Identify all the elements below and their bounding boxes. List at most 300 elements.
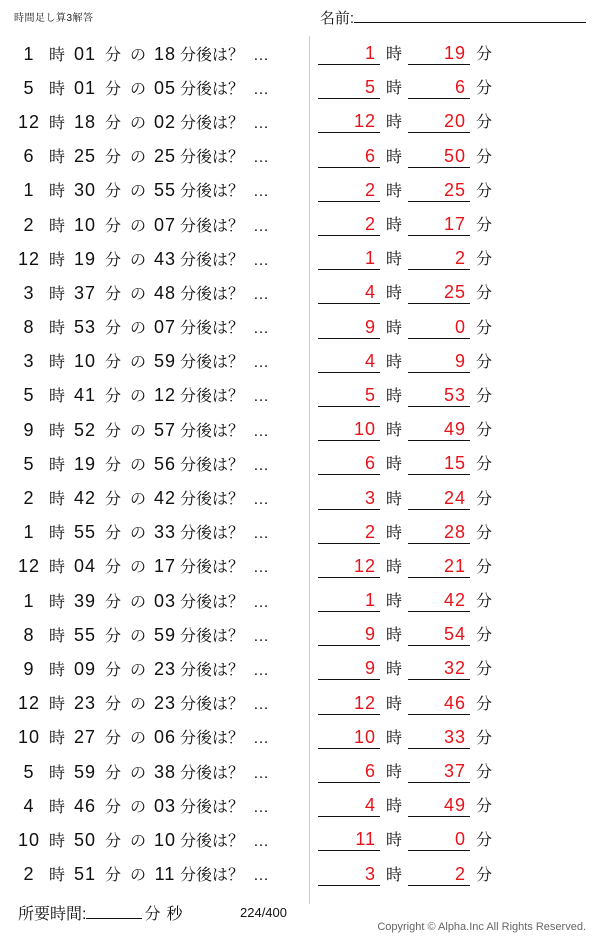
hour-unit-label: 時 [48, 422, 65, 440]
after-label: 分後は？ [180, 285, 245, 303]
after-label: 分後は？ [180, 627, 245, 645]
answer-hour[interactable]: 5 [318, 383, 380, 407]
answer-minute[interactable]: 17 [408, 212, 470, 236]
answer-hour-unit-label: 時 [385, 627, 402, 645]
answer-hour[interactable]: 6 [318, 759, 380, 783]
answer-minute-unit-label: 分 [475, 558, 492, 576]
dots-label: … [253, 149, 270, 167]
problem-row [0, 754, 600, 788]
hour-unit-label: 時 [48, 80, 65, 98]
problem-row [0, 378, 600, 412]
minute-unit-label: 分 [104, 114, 121, 132]
answer-minute[interactable]: 37 [408, 759, 470, 783]
minute-unit-label: 分 [104, 832, 121, 850]
minute-unit-label: 分 [104, 183, 121, 201]
answer-hour[interactable]: 4 [318, 793, 380, 817]
dots-label: … [253, 251, 270, 269]
after-label: 分後は？ [180, 832, 245, 850]
question-added-minutes: 42 [153, 488, 177, 509]
problem-question [14, 691, 314, 714]
answer-hour-unit-label: 時 [385, 558, 402, 576]
answer-hour[interactable]: 5 [318, 75, 380, 99]
after-label: 分後は？ [180, 183, 245, 201]
question-added-minutes: 33 [153, 522, 177, 543]
hour-unit-label: 時 [48, 559, 65, 577]
question-minute: 42 [73, 488, 97, 509]
dots-label: … [253, 627, 270, 645]
question-minute: 59 [73, 761, 97, 782]
answer-group [318, 144, 498, 168]
question-hour: 9 [23, 658, 35, 679]
after-label: 分後は？ [180, 320, 245, 338]
answer-hour-unit-label: 時 [385, 866, 402, 884]
answer-minute-unit-label: 分 [475, 46, 492, 64]
answer-minute[interactable]: 15 [408, 451, 470, 475]
minute-unit-label: 分 [104, 422, 121, 440]
problem-row [0, 822, 600, 856]
answer-hour-unit-label: 時 [385, 798, 402, 816]
no-particle-label: の [129, 627, 146, 645]
answer-hour[interactable]: 9 [318, 622, 380, 646]
answer-group [318, 41, 498, 65]
answer-group [318, 520, 498, 544]
copyright-notice: Copyright © Alpha.Inc All Rights Reserved. [377, 921, 586, 933]
dots-label: … [253, 285, 270, 303]
after-label: 分後は？ [180, 149, 245, 167]
answer-group [318, 383, 498, 407]
dots-label: … [253, 559, 270, 577]
answer-minute[interactable]: 25 [408, 280, 470, 304]
minute-unit-label: 分 [104, 354, 121, 372]
no-particle-label: の [129, 388, 146, 406]
question-hour: 1 [23, 43, 35, 64]
answer-group [318, 554, 498, 578]
problem-row [0, 70, 600, 104]
answer-hour[interactable]: 1 [318, 41, 380, 65]
question-hour: 2 [23, 214, 35, 235]
answer-minute[interactable]: 46 [408, 691, 470, 715]
answer-minute-unit-label: 分 [475, 832, 492, 850]
minute-unit-label: 分 [104, 627, 121, 645]
hour-unit-label: 時 [48, 183, 65, 201]
hour-unit-label: 時 [48, 388, 65, 406]
problem-question [14, 281, 314, 304]
problem-question [14, 794, 314, 817]
dots-label: … [253, 525, 270, 543]
problem-question [14, 349, 314, 372]
answer-hour-unit-label: 時 [385, 422, 402, 440]
answer-minute[interactable]: 53 [408, 383, 470, 407]
question-added-minutes: 10 [153, 829, 177, 850]
no-particle-label: の [129, 730, 146, 748]
question-added-minutes: 02 [153, 111, 177, 132]
after-label: 分後は？ [180, 559, 245, 577]
question-added-minutes: 23 [153, 693, 177, 714]
answer-group [318, 246, 498, 270]
no-particle-label: の [129, 491, 146, 509]
answer-hour-unit-label: 時 [385, 114, 402, 132]
answer-group [318, 622, 498, 646]
minute-unit-label: 分 [104, 320, 121, 338]
minute-unit-label: 分 [104, 217, 121, 235]
answer-minute-unit-label: 分 [475, 729, 492, 747]
hour-unit-label: 時 [48, 798, 65, 816]
answer-minute-unit-label: 分 [475, 456, 492, 474]
after-label: 分後は？ [180, 764, 245, 782]
question-minute: 27 [73, 727, 97, 748]
problem-row [0, 173, 600, 207]
problem-question [14, 178, 314, 201]
problem-question [14, 315, 314, 338]
problem-question [14, 418, 314, 441]
dots-label: … [253, 320, 270, 338]
answer-hour[interactable]: 3 [318, 486, 380, 510]
answer-hour-unit-label: 時 [385, 285, 402, 303]
answer-minute[interactable]: 24 [408, 486, 470, 510]
after-label: 分後は？ [180, 422, 245, 440]
answer-hour[interactable]: 12 [318, 109, 380, 133]
problem-row [0, 104, 600, 138]
minute-unit-label: 分 [104, 525, 121, 543]
answer-hour[interactable]: 1 [318, 246, 380, 270]
answer-hour[interactable]: 4 [318, 349, 380, 373]
answer-minute[interactable]: 20 [408, 109, 470, 133]
answer-hour[interactable]: 6 [318, 144, 380, 168]
minute-unit-label: 分 [104, 730, 121, 748]
name-label: 名前: [319, 10, 354, 27]
minute-unit-label: 分 [104, 867, 121, 885]
hour-unit-label: 時 [48, 491, 65, 509]
answer-minute-unit-label: 分 [475, 387, 492, 405]
no-particle-label: の [129, 798, 146, 816]
no-particle-label: の [129, 80, 146, 98]
answer-hour[interactable]: 12 [318, 554, 380, 578]
answer-hour-unit-label: 時 [385, 319, 402, 337]
problem-question [14, 520, 314, 543]
question-minute: 18 [73, 111, 97, 132]
problem-question [14, 144, 314, 167]
problem-question [14, 862, 314, 885]
answer-group [318, 486, 498, 510]
problem-row [0, 583, 600, 617]
question-minute: 46 [73, 795, 97, 816]
problem-row [0, 480, 600, 514]
problem-question [14, 623, 314, 646]
question-hour: 5 [23, 385, 35, 406]
answer-minute[interactable]: 33 [408, 725, 470, 749]
answer-hour-unit-label: 時 [385, 353, 402, 371]
after-label: 分後は？ [180, 456, 245, 474]
question-minute: 30 [73, 180, 97, 201]
answer-group [318, 315, 498, 339]
hour-unit-label: 時 [48, 354, 65, 372]
no-particle-label: の [129, 593, 146, 611]
dots-label: … [253, 491, 270, 509]
answer-hour-unit-label: 時 [385, 524, 402, 542]
after-label: 分後は？ [180, 867, 245, 885]
answer-group [318, 827, 498, 851]
page-footer [0, 893, 600, 949]
question-minute: 51 [73, 864, 97, 885]
answer-minute[interactable]: 6 [408, 75, 470, 99]
problem-row [0, 207, 600, 241]
question-hour: 5 [23, 77, 35, 98]
hour-unit-label: 時 [48, 114, 65, 132]
question-hour: 3 [23, 351, 35, 372]
question-minute: 55 [73, 624, 97, 645]
answer-minute[interactable]: 21 [408, 554, 470, 578]
dots-label: … [253, 867, 270, 885]
minutes-input-line[interactable] [86, 901, 142, 919]
question-added-minutes: 18 [153, 43, 177, 64]
dots-label: … [253, 80, 270, 98]
dots-label: … [253, 388, 270, 406]
minute-unit-label: 分 [104, 696, 121, 714]
no-particle-label: の [129, 354, 146, 372]
no-particle-label: の [129, 422, 146, 440]
hour-unit-label: 時 [48, 251, 65, 269]
hour-unit-label: 時 [48, 593, 65, 611]
question-minute: 50 [73, 829, 97, 850]
dots-label: … [253, 114, 270, 132]
minute-unit-label: 分 [104, 46, 121, 64]
hour-unit-label: 時 [48, 217, 65, 235]
answer-minute[interactable]: 2 [408, 862, 470, 886]
no-particle-label: の [129, 149, 146, 167]
answer-group [318, 451, 498, 475]
answer-minute[interactable]: 50 [408, 144, 470, 168]
dots-label: … [253, 764, 270, 782]
minute-unit-label: 分 [104, 251, 121, 269]
answer-hour-unit-label: 時 [385, 661, 402, 679]
question-hour: 3 [23, 282, 35, 303]
answer-group [318, 691, 498, 715]
answer-minute-unit-label: 分 [475, 661, 492, 679]
problem-question [14, 589, 314, 612]
problem-question [14, 110, 314, 133]
problem-question [14, 725, 314, 748]
question-added-minutes: 07 [153, 317, 177, 338]
minute-unit-label: 分 [104, 559, 121, 577]
question-added-minutes: 17 [153, 556, 177, 577]
question-hour: 9 [23, 419, 35, 440]
answer-hour[interactable]: 9 [318, 656, 380, 680]
problem-question [14, 383, 314, 406]
answer-group [318, 417, 498, 441]
no-particle-label: の [129, 867, 146, 885]
answer-hour[interactable]: 9 [318, 315, 380, 339]
answer-group [318, 588, 498, 612]
problem-question [14, 760, 314, 783]
answer-hour-unit-label: 時 [385, 490, 402, 508]
question-added-minutes: 59 [153, 351, 177, 372]
answer-hour-unit-label: 時 [385, 456, 402, 474]
answer-group [318, 862, 498, 886]
answer-minute[interactable]: 0 [408, 315, 470, 339]
hour-unit-label: 時 [48, 661, 65, 679]
question-added-minutes: 59 [153, 624, 177, 645]
question-minute: 19 [73, 248, 97, 269]
minute-unit-label: 分 [104, 388, 121, 406]
page-count: 224/400 [240, 905, 287, 920]
after-label: 分後は？ [180, 388, 245, 406]
answer-minute[interactable]: 28 [408, 520, 470, 544]
question-hour: 12 [17, 556, 41, 577]
answer-hour[interactable]: 2 [318, 178, 380, 202]
question-hour: 1 [23, 590, 35, 611]
problem-question [14, 42, 314, 65]
problem-row [0, 344, 600, 378]
question-minute: 01 [73, 77, 97, 98]
after-label: 分後は？ [180, 251, 245, 269]
question-hour: 12 [17, 693, 41, 714]
hour-unit-label: 時 [48, 867, 65, 885]
answer-minute-unit-label: 分 [475, 285, 492, 303]
problem-question [14, 213, 314, 236]
answer-minute-unit-label: 分 [475, 490, 492, 508]
answer-group [318, 212, 498, 236]
question-minute: 41 [73, 385, 97, 406]
answer-minute[interactable]: 25 [408, 178, 470, 202]
minutes-unit-label: 分 [144, 906, 161, 923]
question-minute: 23 [73, 693, 97, 714]
answer-hour[interactable]: 6 [318, 451, 380, 475]
answer-hour-unit-label: 時 [385, 80, 402, 98]
answer-minute-unit-label: 分 [475, 148, 492, 166]
answer-hour[interactable]: 10 [318, 725, 380, 749]
answer-hour-unit-label: 時 [385, 729, 402, 747]
minute-unit-label: 分 [104, 456, 121, 474]
answer-hour[interactable]: 11 [318, 827, 380, 851]
answer-minute[interactable]: 54 [408, 622, 470, 646]
question-minute: 25 [73, 146, 97, 167]
question-hour: 8 [23, 317, 35, 338]
hour-unit-label: 時 [48, 696, 65, 714]
question-minute: 52 [73, 419, 97, 440]
answer-minute-unit-label: 分 [475, 182, 492, 200]
answer-hour[interactable]: 2 [318, 520, 380, 544]
answer-minute-unit-label: 分 [475, 353, 492, 371]
hour-unit-label: 時 [48, 456, 65, 474]
answer-minute-unit-label: 分 [475, 524, 492, 542]
minute-unit-label: 分 [104, 798, 121, 816]
answer-minute[interactable]: 49 [408, 417, 470, 441]
answer-hour-unit-label: 時 [385, 695, 402, 713]
question-minute: 10 [73, 351, 97, 372]
dots-label: … [253, 661, 270, 679]
dots-label: … [253, 730, 270, 748]
question-added-minutes: 05 [153, 77, 177, 98]
dots-label: … [253, 593, 270, 611]
problem-row [0, 310, 600, 344]
problem-row [0, 36, 600, 70]
minute-unit-label: 分 [104, 491, 121, 509]
problem-row [0, 275, 600, 309]
question-minute: 39 [73, 590, 97, 611]
minute-unit-label: 分 [104, 764, 121, 782]
answer-minute[interactable]: 19 [408, 41, 470, 65]
time-required-field [18, 901, 186, 924]
no-particle-label: の [129, 251, 146, 269]
minute-unit-label: 分 [104, 285, 121, 303]
question-added-minutes: 03 [153, 795, 177, 816]
question-added-minutes: 03 [153, 590, 177, 611]
minute-unit-label: 分 [104, 80, 121, 98]
answer-minute-unit-label: 分 [475, 114, 492, 132]
question-minute: 09 [73, 658, 97, 679]
answer-hour[interactable]: 10 [318, 417, 380, 441]
answer-group [318, 349, 498, 373]
problem-row [0, 412, 600, 446]
hour-unit-label: 時 [48, 730, 65, 748]
answer-hour[interactable]: 1 [318, 588, 380, 612]
after-label: 分後は？ [180, 798, 245, 816]
answer-minute-unit-label: 分 [475, 217, 492, 235]
question-minute: 55 [73, 522, 97, 543]
answer-minute[interactable]: 2 [408, 246, 470, 270]
question-hour: 1 [23, 522, 35, 543]
dots-label: … [253, 217, 270, 235]
answer-hour[interactable]: 3 [318, 862, 380, 886]
no-particle-label: の [129, 183, 146, 201]
problem-row [0, 720, 600, 754]
question-minute: 37 [73, 282, 97, 303]
answer-minute-unit-label: 分 [475, 593, 492, 611]
question-added-minutes: 25 [153, 146, 177, 167]
after-label: 分後は？ [180, 80, 245, 98]
problem-question [14, 657, 314, 680]
answer-hour[interactable]: 4 [318, 280, 380, 304]
answer-minute[interactable]: 42 [408, 588, 470, 612]
question-minute: 53 [73, 317, 97, 338]
question-hour: 1 [23, 180, 35, 201]
question-added-minutes: 06 [153, 727, 177, 748]
question-minute: 10 [73, 214, 97, 235]
question-hour: 10 [17, 727, 41, 748]
no-particle-label: の [129, 456, 146, 474]
question-hour: 12 [17, 248, 41, 269]
answer-group [318, 759, 498, 783]
answer-group [318, 725, 498, 749]
problem-row [0, 139, 600, 173]
after-label: 分後は？ [180, 354, 245, 372]
problem-row [0, 788, 600, 822]
time-required-label: 所要時間: [18, 906, 87, 923]
answer-minute[interactable]: 32 [408, 656, 470, 680]
question-minute: 19 [73, 453, 97, 474]
answer-minute[interactable]: 49 [408, 793, 470, 817]
answer-hour[interactable]: 2 [318, 212, 380, 236]
name-input-line[interactable] [354, 6, 586, 23]
no-particle-label: の [129, 217, 146, 235]
answer-minute-unit-label: 分 [475, 764, 492, 782]
answer-group [318, 75, 498, 99]
question-hour: 5 [23, 761, 35, 782]
answer-minute[interactable]: 0 [408, 827, 470, 851]
no-particle-label: の [129, 832, 146, 850]
answer-minute-unit-label: 分 [475, 798, 492, 816]
problem-row [0, 549, 600, 583]
name-field-area [320, 6, 586, 28]
answer-hour[interactable]: 12 [318, 691, 380, 715]
answer-minute[interactable]: 9 [408, 349, 470, 373]
answer-group [318, 280, 498, 304]
hour-unit-label: 時 [48, 149, 65, 167]
question-minute: 04 [73, 556, 97, 577]
hour-unit-label: 時 [48, 46, 65, 64]
problem-row [0, 241, 600, 275]
seconds-unit-label: 秒 [166, 906, 183, 923]
